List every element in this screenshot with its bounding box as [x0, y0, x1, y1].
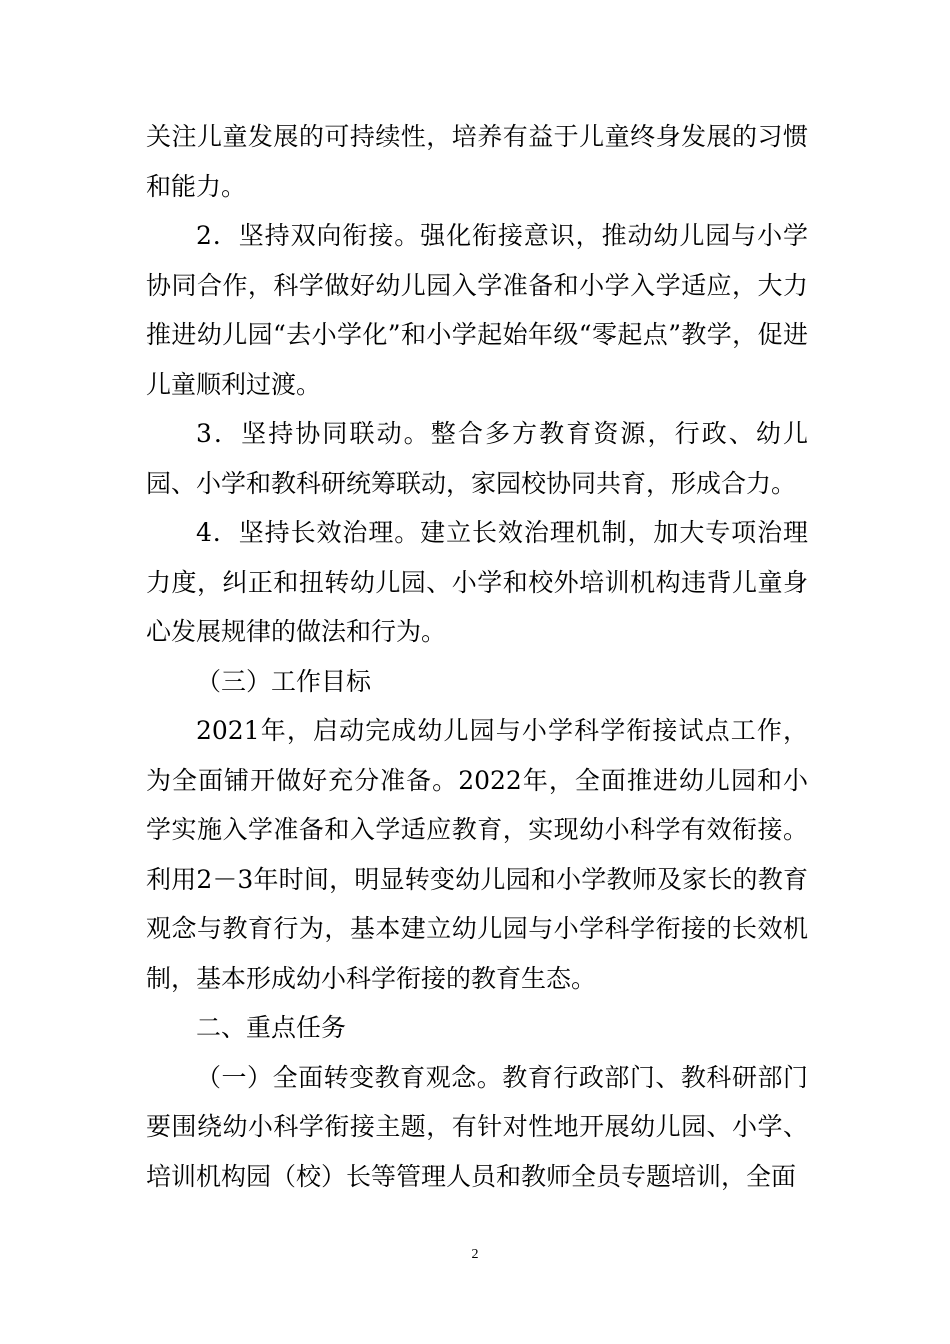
- paragraph-principle-3: 3．坚持协同联动。整合多方教育资源，行政、幼儿园、小学和教科研统筹联动，家园校协同共育，形成合力。: [146, 419, 808, 498]
- page-number: 2: [471, 1247, 479, 1262]
- paragraph-continued: 关注儿童发展的可持续性，培养有益于儿童终身发展的习惯和能力。: [146, 122, 808, 201]
- paragraph-principle-4: 4．坚持长效治理。建立长效治理机制，加大专项治理力度，纠正和扭转幼儿园、小学和校外培训机构违背儿童身心发展规律的做法和行为。: [146, 518, 808, 646]
- section-heading-key-tasks: 二、重点任务: [196, 1013, 347, 1042]
- paragraph-work-goals: 2021年，启动完成幼儿园与小学科学衔接试点工作，为全面铺开做好充分准备。2022年，全面推进幼儿园和小学实施入学准备和入学适应教育，实现幼小科学有效衔接。利用2－3年时间，明显转变幼儿园和小学教师及家长的教育观念与教育行为，基本建立幼儿园与小学科学衔接的长效机制，基本形成幼小科学衔接的教育生态。: [146, 716, 808, 993]
- paragraph-principle-2: 2．坚持双向衔接。强化衔接意识，推动幼儿园与小学协同合作，科学做好幼儿园入学准备和小学入学适应，大力推进幼儿园“去小学化”和小学起始年级“零起点”教学，促进儿童顺利过渡。: [146, 221, 808, 399]
- paragraph-task-1: （一）全面转变教育观念。教育行政部门、教科研部门要围绕幼小科学衔接主题，有针对性地开展幼儿园、小学、培训机构园（校）长等管理人员和教师全员专题培训，全面: [146, 1062, 808, 1191]
- section-heading-work-goals: （三）工作目标: [196, 666, 372, 696]
- document-body: [146, 112, 808, 1201]
